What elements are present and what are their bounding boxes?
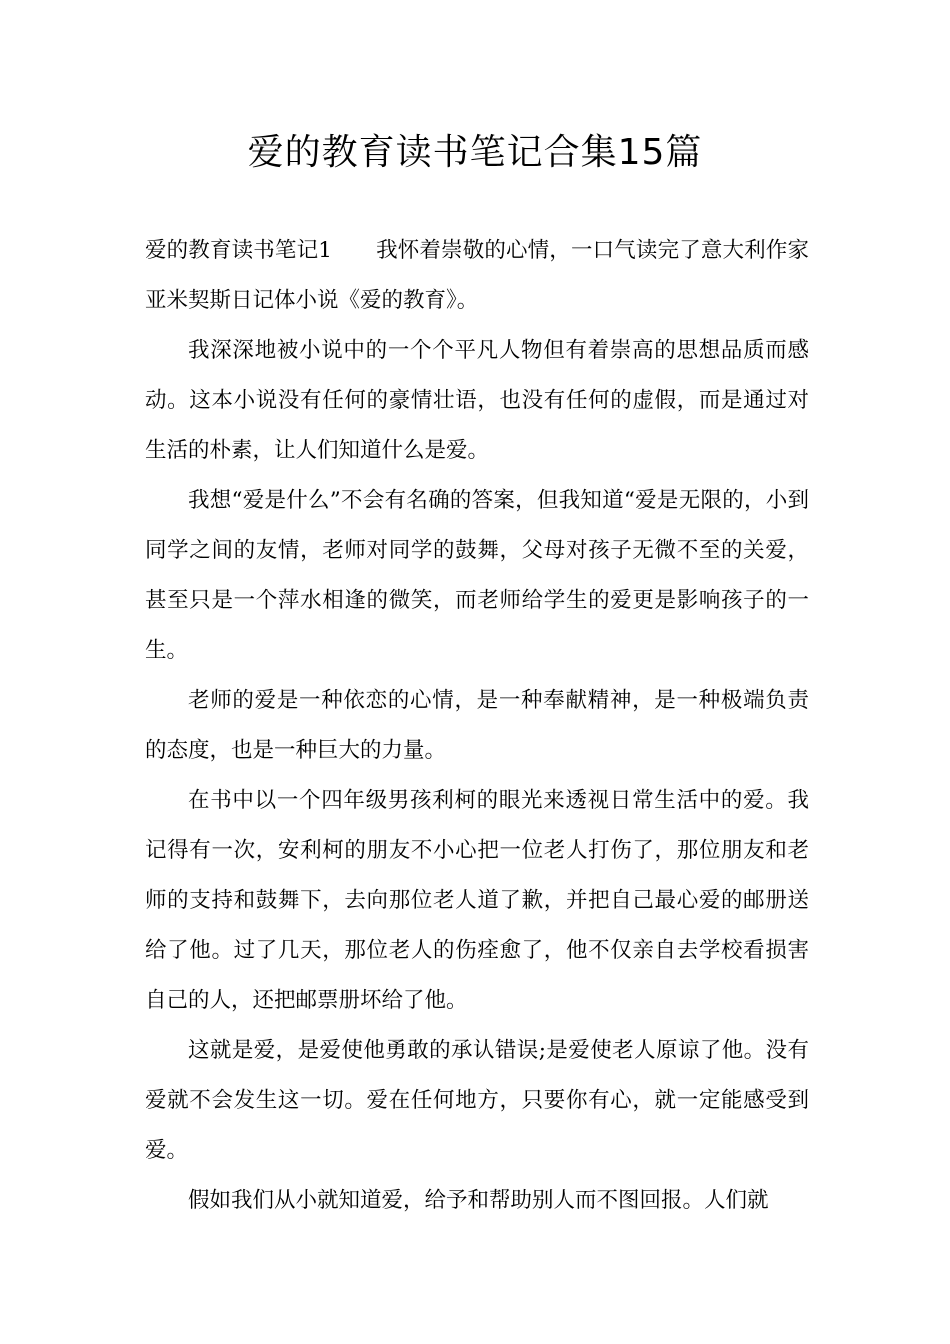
document-body [145,226,809,1226]
document-title: 爱的教育读书笔记合集15篇 [247,132,703,173]
paragraph-7: 假如我们从小就知道爱，给予和帮助别人而不图回报。人们就 [188,1188,769,1213]
paragraph-5: 在书中以一个四年级男孩利柯的眼光来透视日常生活中的爱。我记得有一次，安利柯的朋友不小心把一位老人打伤了，那位朋友和老师的支持和鼓舞下，去向那位老人道了歉，并把自己最心爱的邮册送给了他。过了几天，那位老人的伤痊愈了，他不仅亲自去学校看损害自己的人，还把邮票册坏给了他。 [145,788,809,1013]
paragraph-1 [145,226,809,326]
paragraph-3: 我想“爱是什么”不会有名确的答案，但我知道“爱是无限的，小到同学之间的友情，老师对同学的鼓舞，父母对孩子无微不至的关爱，甚至只是一个萍水相逢的微笑，而老师给学生的爱更是影响孩子的一生。 [145,488,809,663]
section-heading: 爱的教育读书笔记1 [145,238,332,263]
paragraph-1-text: 我怀着崇敬的心情，一口气读完了意大利作家亚米契斯日记体小说《爱的教育》。 [145,238,809,313]
paragraph-2: 我深深地被小说中的一个个平凡人物但有着崇高的思想品质而感动。这本小说没有任何的豪情壮语，也没有任何的虚假，而是通过对生活的朴素，让人们知道什么是爱。 [145,338,809,463]
paragraph-6: 这就是爱，是爱使他勇敢的承认错误;是爱使老人原谅了他。没有爱就不会发生这一切。爱在任何地方，只要你有心，就一定能感受到爱。 [145,1038,809,1163]
paragraph-4: 老师的爱是一种依恋的心情，是一种奉献精神，是一种极端负责的态度，也是一种巨大的力量。 [145,688,809,763]
